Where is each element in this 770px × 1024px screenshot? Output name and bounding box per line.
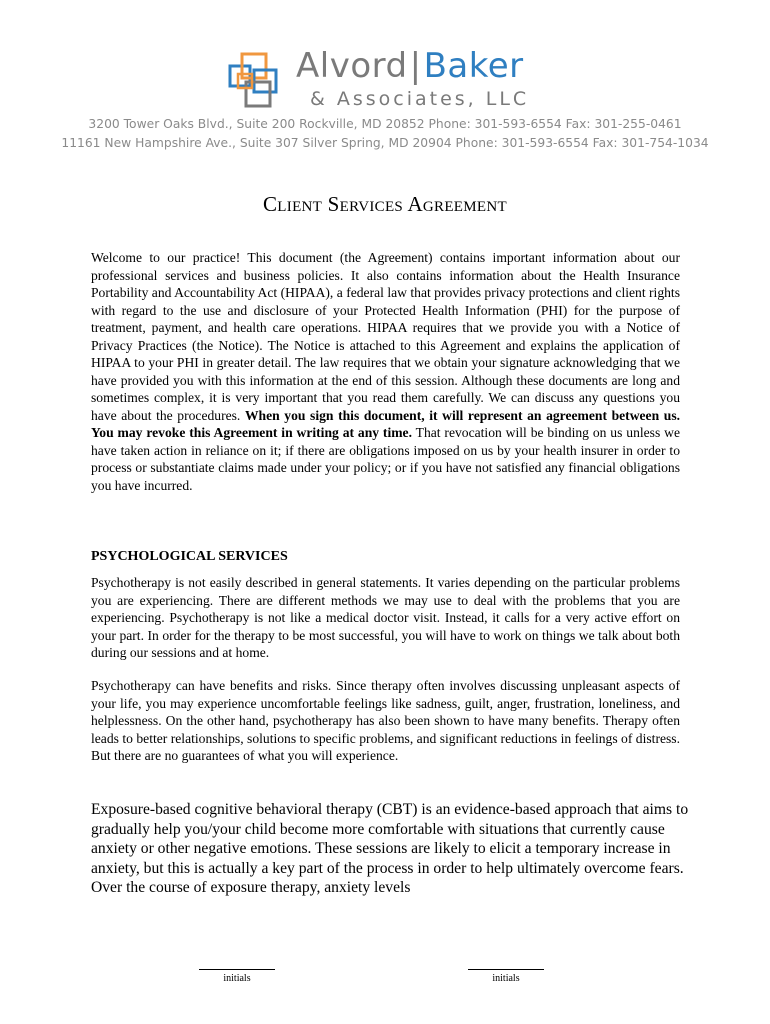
intro-paragraph: Welcome to our practice! This document (the Agreement) contains important information about our professional services and business policies. It also contains information about the Health Insurance Portability and Accountability Act (HIPAA), a federal law that provides privacy protections and client rights with regard to the use and disclosure of your Protected Health Information (PHI) for the purpose of treatment, payment, and health care operations. HIPAA requires that we provide you with a Notice of Privacy Practices (the Notice). The Notice is attached to this Agreement and explains the application of HIPAA to your PHI in greater detail. The law requires that we obtain your signature acknowledging that we have provided you with this information at the end of this session. Although these documents are long and sometimes complex, it is very important that you read them carefully. We can discuss any questions you have about the procedures. When you sign this document, it will represent an agreement between us. You may revoke this Agreement in writing at any time. That revocation will be binding on us unless we have taken action in reliance on it; if there are obligations imposed on us by your health insurer in order to process or substantiate claims made under your policy; or if you have not satisfied any financial obligations you have incurred.: [91, 250, 681, 493]
document-title: Client Services Agreement: [263, 192, 507, 216]
psychotherapy-paragraph-2: Psychotherapy can have benefits and risks. Since therapy often involves discussing unpleasant aspects of your life, you may experience uncomfortable feelings like sadness, guilt, anger, frustration, loneliness, and helplessness. On the other hand, psychotherapy has also been shown to have many benefits. Therapy often leads to better relationships, solutions to specific problems, and significant reductions in feelings of distress. But there are no guarantees of what you will experience.: [91, 678, 680, 763]
cbt-paragraph: Exposure-based cognitive behavioral therapy (CBT) is an evidence-based approach that aims to gradually help you/your child become more comfortable with situations that currently cause anxiety or other negative emotions. These sessions are likely to elicit a temporary increase in anxiety, but this is actually a key part of the process in order to help ultimately overcome fears. Over the course of exposure therapy, anxiety levels: [91, 801, 689, 897]
initials-line[interactable]: [199, 957, 275, 970]
firm-logo-mark-icon: [224, 48, 288, 112]
office-address-rockville: 3200 Tower Oaks Blvd., Suite 200 Rockville, MD 20852 Phone: 301-593-6554 Fax: 301-255-0461: [88, 117, 682, 131]
section-heading-psychological-services: PSYCHOLOGICAL SERVICES: [91, 549, 288, 564]
initials-right[interactable]: [466, 957, 546, 984]
psychotherapy-paragraph-1: Psychotherapy is not easily described in general statements. It varies depending on the particular problems you are experiencing. There are different methods we may use to deal with the problems that you are experiencing. Psychotherapy is not like a medical doctor visit. Instead, it calls for a very active effort on your part. In order for the therapy to be most successful, you will have to work on things we talk about both during our sessions and at home.: [91, 575, 680, 660]
initials-left[interactable]: [197, 957, 277, 984]
initials-label: initials: [223, 973, 251, 984]
firm-name: Alvord|Baker: [296, 46, 524, 86]
agreement-statement: When you sign this document, it will represent an agreement between us. You may revoke this Agreement in writing at any time.: [91, 407, 681, 440]
initials-label: initials: [492, 973, 520, 984]
firm-subtitle: & Associates, LLC: [310, 88, 530, 110]
initials-line[interactable]: [468, 957, 544, 970]
office-address-silver-spring: 11161 New Hampshire Ave., Suite 307 Silver Spring, MD 20904 Phone: 301-593-6554 Fax: 301-754-1034: [61, 136, 709, 150]
firm-logo: [224, 44, 554, 116]
